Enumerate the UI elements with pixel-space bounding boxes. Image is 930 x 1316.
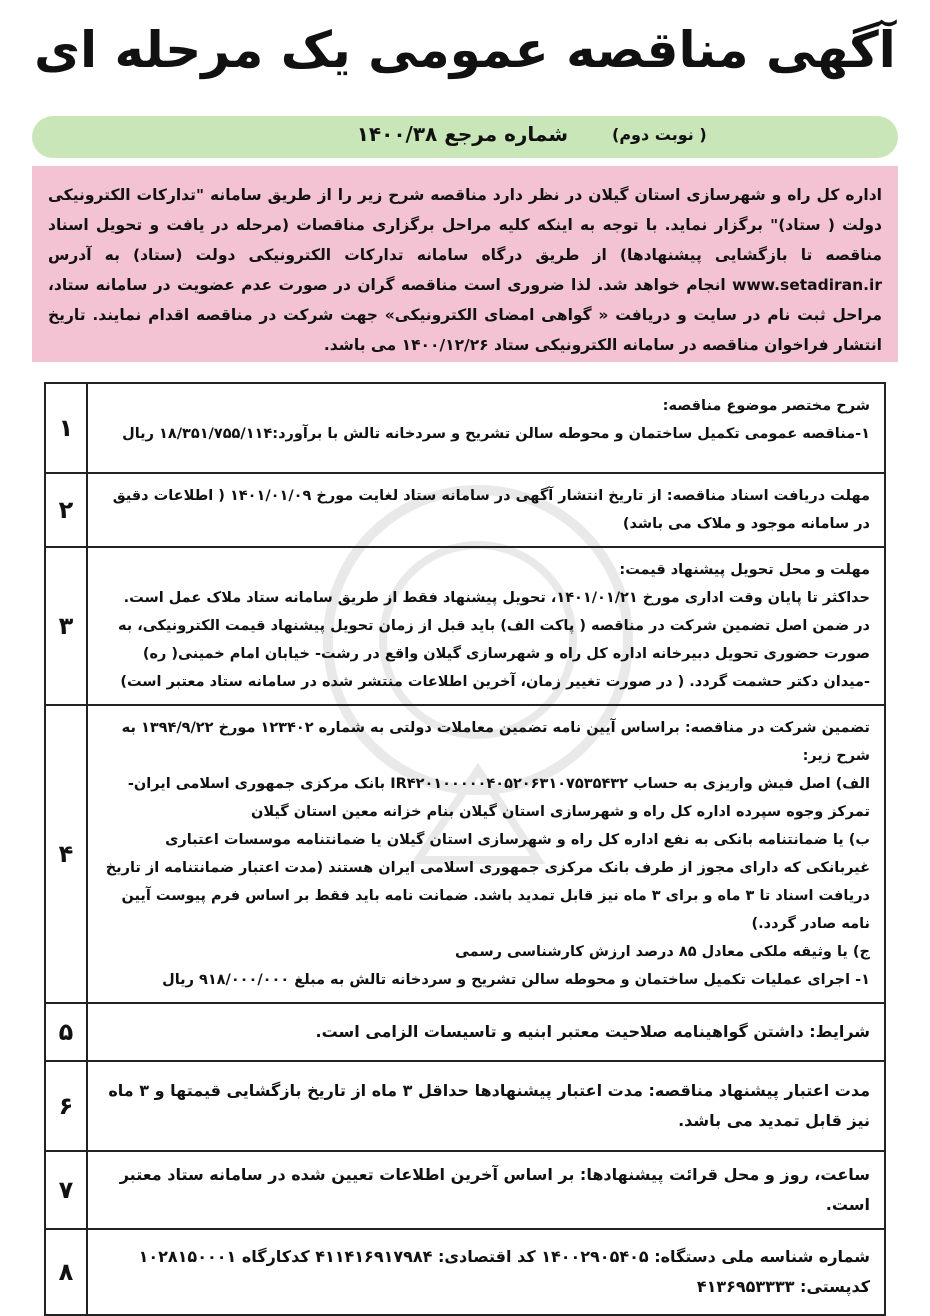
reference-bar [32, 116, 898, 158]
row-line: ۱-مناقصه عمومی تکمیل ساختمان و محوطه سالن تشریح و سردخانه تالش با برآورد:۱۸/۳۵۱/۷۵۵/۱۱۴ ریال [122, 426, 870, 442]
row-body [87, 547, 885, 705]
row-body [87, 1229, 885, 1315]
row-line: تضمین شرکت در مناقصه: براساس آیین نامه تضمین معاملات دولتی به شماره ۱۲۳۴۰۲ مورخ ۱۳۹۴/۹/۲۲ به شرح زیر: [121, 720, 870, 764]
table-row [45, 1229, 885, 1315]
row-number: ۸ [45, 1229, 87, 1315]
row-number: ۷ [45, 1151, 87, 1229]
row-body [87, 705, 885, 1003]
row-number: ۶ [45, 1061, 87, 1151]
row-body [87, 1061, 885, 1151]
table-row [45, 473, 885, 547]
row-line: مدت اعتبار پیشنهاد مناقصه: مدت اعتبار پیشنهادها حداقل ۳ ماه از تاریخ بازگشایی قیمتها و ۳ ماه نیز قابل تمدید می باشد. [108, 1081, 870, 1130]
intro-text-after: انجام خواهد شد. لذا ضروری است مناقصه گران در صورت عدم عضویت در سامانه ستاد، مراحل ثبت نام در سایت و دریافت « گواهی امضای الکترونیکی» جهت شرکت در مناقصه اقدام نمایند. تاریخ انتشار فراخوان مناقصه در سامانه الکترونیکی ستاد ۱۴۰۰/۱۲/۲۶ می باشد. [48, 276, 882, 354]
row-line: ج) یا وثیقه ملکی معادل ۸۵ درصد ارزش کارشناسی رسمی [455, 944, 870, 960]
row-line: شرایط: داشتن گواهینامه صلاحیت معتبر ابنیه و تاسیسات الزامی است. [315, 1022, 870, 1041]
row-line: شماره شناسه ملی دستگاه: ۱۴۰۰۲۹۰۵۴۰۵ کد اقتصادی: ۴۱۱۴۱۶۹۱۷۹۸۴ کدکارگاه ۱۰۲۸۱۵۰۰۰۱ کدپستی: ۴۱۳۶۹۵۳۳۳۳ [138, 1247, 870, 1296]
row-number: ۳ [45, 547, 87, 705]
row-line: شرح مختصر موضوع مناقصه: [662, 398, 870, 414]
table-row [45, 1151, 885, 1229]
intro-text: اداره کل راه و شهرسازی استان گیلان در نظر دارد مناقصه شرح زیر را از طریق سامانه "تدارکات الکترونیکی دولت ( ستاد)" برگزار نماید. با توجه به اینکه کلیه مراحل برگزاری مناقصات (مرحله در یافت و تحویل اسناد مناقصه تا بازگشایی پیشنهادها) از طریق درگاه سامانه تدارکات الکترونیکی دولت (ستاد) به آدرس [48, 186, 882, 264]
reference-number: شماره مرجع ۱۴۰۰/۳۸ [356, 122, 568, 146]
intro-paragraph [32, 166, 898, 362]
row-line: حداکثر تا پایان وقت اداری مورخ ۱۴۰۱/۰۱/۲۱، تحویل پیشنهاد فقط از طریق سامانه ستاد ملاک عمل است. در ضمن اصل تضمین شرکت در مناقصه ( پاکت الف) باید قبل از زمان تحویل پیشنهاد قیمت الکترونیکی، به صورت حضوری تحویل دبیرخانه اداره کل راه و شهرسازی گیلان واقع در رشت- خیابان امام خمینی( ره) -میدان دکتر حشمت گردد. ( در صورت تغییر زمان، آخرین اطلاعات منتشر شده در سامانه ستاد معتبر است) [117, 590, 870, 690]
row-line: مهلت و محل تحویل پیشنهاد قیمت: [619, 562, 870, 578]
setad-url[interactable]: www.setadiran.ir [732, 276, 882, 294]
tender-notice [18, 10, 912, 1296]
table-row [45, 1061, 885, 1151]
row-line: ساعت، روز و محل قرائت پیشنهادها: بر اساس آخرین اطلاعات تعیین شده در سامانه ستاد معتبر است. [119, 1165, 870, 1214]
row-line: ب) یا ضمانتنامه بانکی به نفع اداره کل راه و شهرسازی استان گیلان یا ضمانتنامه موسسات اعتباری غیربانکی که دارای مجوز از طرف بانک مرکزی جمهوری اسلامی ایران هستند (مدت اعتبار ضمانتنامه از تاریخ دریافت اسناد تا ۳ ماه و برای ۳ ماه نیز قابل تمدید باشد. ضمانت نامه باید فقط بر اساس فرم پیوست آیین نامه صادر گردد.) [105, 832, 870, 932]
row-body [87, 383, 885, 473]
row-body [87, 473, 885, 547]
row-line: ۱- اجرای عملیات تکمیل ساختمان و محوطه سالن تشریح و سردخانه تالش به مبلغ ۹۱۸/۰۰۰/۰۰۰ ریال [162, 972, 870, 988]
row-number: ۴ [45, 705, 87, 1003]
row-body [87, 1151, 885, 1229]
publication-round: ( نوبت دوم) [612, 125, 707, 144]
row-number: ۵ [45, 1003, 87, 1061]
table-row [45, 547, 885, 705]
row-line: مهلت دریافت اسناد مناقصه: از تاریخ انتشار آگهی در سامانه ستاد لغایت مورخ ۱۴۰۱/۰۱/۰۹ ( اطلاعات دقیق در سامانه موجود و ملاک می باشد) [112, 488, 870, 532]
conditions-table [44, 382, 886, 1316]
row-number: ۱ [45, 383, 87, 473]
table-row [45, 1003, 885, 1061]
row-body [87, 1003, 885, 1061]
row-number: ۲ [45, 473, 87, 547]
notice-title: آگهی مناقصه عمومی یک مرحله ای [34, 21, 896, 79]
table-row [45, 705, 885, 1003]
row-line: الف) اصل فیش واریزی به حساب IR۴۲۰۱۰۰۰۰۰۴۰۵۲۰۶۳۱۰۷۵۳۵۴۳۲ بانک مرکزی جمهوری اسلامی ایران- تمرکز وجوه سپرده اداره کل راه و شهرسازی استان گیلان بنام خزانه معین استان گیلان [127, 776, 870, 820]
table-row [45, 383, 885, 473]
